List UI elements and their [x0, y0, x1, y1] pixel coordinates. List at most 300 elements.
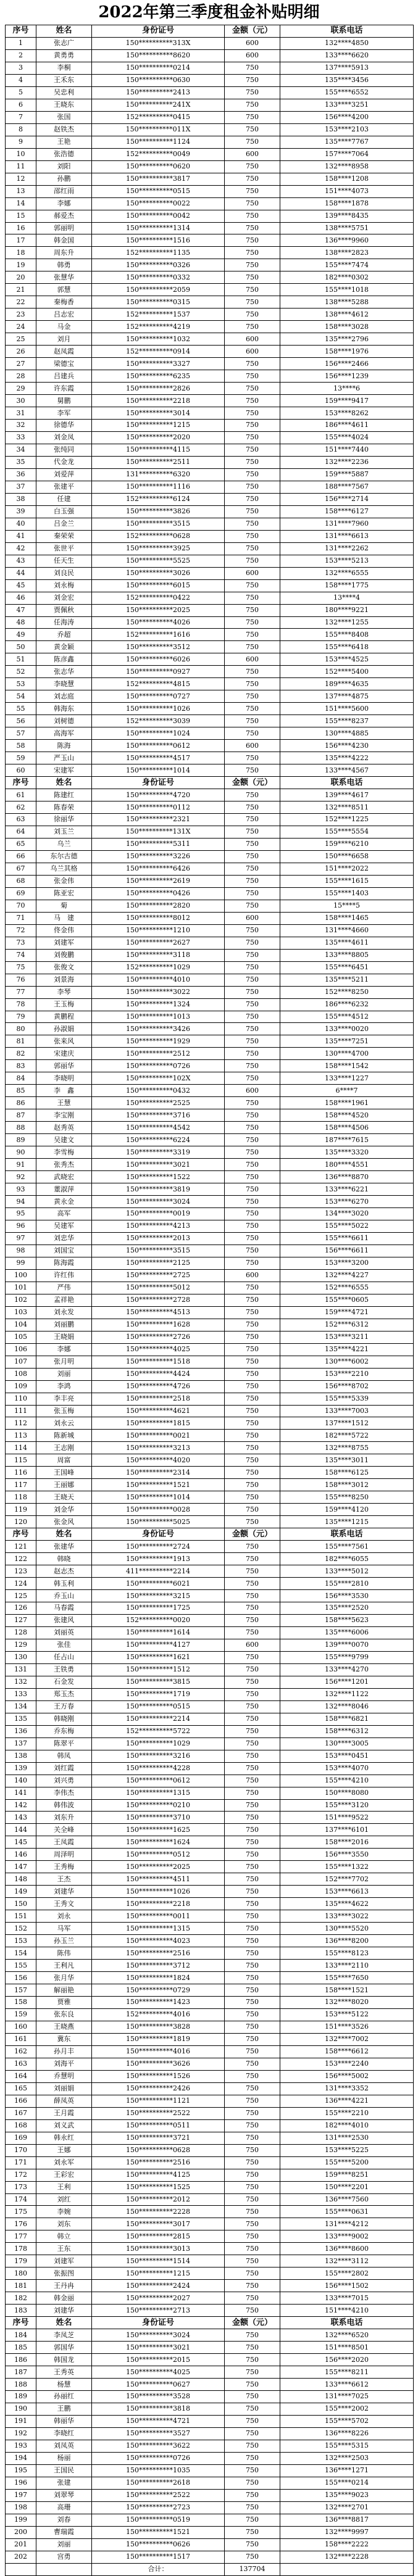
row-amount: 600 — [225, 653, 280, 666]
row-phone: 136****8817 — [280, 2514, 414, 2526]
row-name: 宋建军 — [36, 764, 92, 777]
table-row — [6, 2070, 414, 2082]
row-amount: 750 — [225, 1614, 280, 1626]
row-index: 195 — [6, 2464, 36, 2477]
row-amount: 750 — [225, 2366, 280, 2379]
row-amount: 750 — [225, 2082, 280, 2095]
row-phone: 155****6552 — [280, 86, 414, 99]
row-phone: 155****5200 — [280, 2156, 414, 2169]
table-row — [6, 690, 414, 703]
row-name: 李凤芝 — [36, 2329, 92, 2342]
row-phone: 153****3211 — [280, 1331, 414, 1343]
row-amount: 750 — [225, 444, 280, 456]
row-amount: 750 — [225, 974, 280, 986]
row-phone: 152****8250 — [280, 986, 414, 998]
row-name: 刘丽英 — [36, 1626, 92, 1639]
row-id-number: 150**********2025 — [92, 604, 225, 616]
row-phone: 132****1255 — [280, 616, 414, 629]
row-phone: 132****4850 — [280, 37, 414, 49]
table-row — [6, 1590, 414, 1602]
row-index: 69 — [6, 887, 36, 900]
row-amount: 750 — [225, 481, 280, 493]
row-amount: 750 — [225, 937, 280, 949]
row-name: 韩晓 — [36, 1553, 92, 1565]
row-phone: 151****3526 — [280, 2021, 414, 2033]
row-phone: 136****1271 — [280, 2464, 414, 2477]
row-amount: 750 — [225, 505, 280, 518]
row-amount: 750 — [225, 358, 280, 370]
row-amount: 750 — [225, 924, 280, 937]
row-index: 19 — [6, 259, 36, 271]
row-index: 174 — [6, 2193, 36, 2206]
row-amount: 750 — [225, 1454, 280, 1467]
table-row — [6, 1565, 414, 1578]
row-id-number: 150**********1512 — [92, 1663, 225, 1676]
row-amount: 750 — [225, 1824, 280, 1836]
row-phone: 135****4622 — [280, 1898, 414, 1910]
table-row — [6, 1343, 414, 1356]
table-row — [6, 801, 414, 814]
row-amount: 750 — [225, 86, 280, 99]
row-id-number: 150**********1628 — [92, 1319, 225, 1331]
row-amount: 750 — [225, 2526, 280, 2538]
row-index: 36 — [6, 468, 36, 481]
row-phone: 132****8958 — [280, 160, 414, 173]
row-phone: 157****7064 — [280, 148, 414, 160]
row-index: 46 — [6, 592, 36, 604]
row-amount: 750 — [225, 1430, 280, 1442]
row-id-number: 150**********2020 — [92, 431, 225, 444]
row-id-number: 150**********0332 — [92, 271, 225, 284]
row-name: 刘永梅 — [36, 579, 92, 592]
row-name: 韩伟波 — [36, 1799, 92, 1812]
row-index: 9 — [6, 136, 36, 148]
row-amount: 750 — [225, 493, 280, 505]
table-header-row-repeat — [6, 777, 414, 789]
table-row — [6, 2230, 414, 2243]
row-amount: 750 — [225, 900, 280, 912]
row-index: 106 — [6, 1343, 36, 1356]
row-name: 李婉 — [36, 2206, 92, 2218]
row-name: 李娜 — [36, 197, 92, 210]
row-id-number: 150**********131X — [92, 826, 225, 838]
row-index: 171 — [6, 2156, 36, 2169]
row-amount: 750 — [225, 2477, 280, 2489]
row-name: 张俊文 — [36, 961, 92, 974]
row-index: 94 — [6, 1196, 36, 1208]
row-index: 178 — [6, 2243, 36, 2255]
row-id-number: 150**********0512 — [92, 1849, 225, 1861]
row-id-number: 150**********1525 — [92, 2181, 225, 2193]
row-amount: 750 — [225, 2132, 280, 2144]
row-name: 严玉山 — [36, 752, 92, 764]
row-id-number: 150**********2820 — [92, 900, 225, 912]
row-name: 韩金国 — [36, 234, 92, 247]
header-cell: 金额（元） — [225, 1528, 280, 1541]
table-row — [6, 1923, 414, 1935]
row-name: 杨丽 — [36, 2452, 92, 2464]
row-name: 梁德宝 — [36, 358, 92, 370]
row-amount: 750 — [225, 1196, 280, 1208]
row-id-number: 150**********3213 — [92, 1442, 225, 1454]
row-index: 185 — [6, 2342, 36, 2354]
footer-empty — [6, 2563, 36, 2575]
row-phone: 180****4551 — [280, 1159, 414, 1171]
row-phone: 135****2520 — [280, 1602, 414, 1615]
row-index: 197 — [6, 2489, 36, 2501]
table-row — [6, 2255, 414, 2267]
row-id-number: 150**********1024 — [92, 727, 225, 740]
total-value: 137704 — [225, 2563, 280, 2575]
row-index: 3 — [6, 62, 36, 74]
row-id-number: 150**********3216 — [92, 1750, 225, 1762]
row-id-number: 150**********2713 — [92, 2305, 225, 2317]
row-name: 李晓红 — [36, 2427, 92, 2440]
row-phone: 155****6451 — [280, 961, 414, 974]
table-row — [6, 1836, 414, 1849]
row-phone: 132****8020 — [280, 1997, 414, 2009]
table-row — [6, 2206, 414, 2218]
row-id-number: 150**********0628 — [92, 2144, 225, 2156]
row-id-number: 150**********0042 — [92, 210, 225, 222]
row-amount: 750 — [225, 1713, 280, 1725]
table-row — [6, 703, 414, 715]
row-amount: 750 — [225, 2305, 280, 2317]
row-amount: 750 — [225, 74, 280, 86]
row-phone: 153****2210 — [280, 1368, 414, 1380]
table-row — [6, 370, 414, 383]
table-row — [6, 284, 414, 296]
row-phone: 156****3550 — [280, 1849, 414, 1861]
row-index: 176 — [6, 2218, 36, 2230]
table-row — [6, 838, 414, 850]
row-phone: 155****5554 — [280, 826, 414, 838]
row-name: 王禾东 — [36, 74, 92, 86]
row-id-number: 150**********1013 — [92, 1011, 225, 1023]
row-id-number: 150**********2511 — [92, 456, 225, 468]
row-index: 122 — [6, 1553, 36, 1565]
row-id-number: 150**********2512 — [92, 1048, 225, 1060]
row-id-number: 150**********3118 — [92, 949, 225, 961]
row-index: 93 — [6, 1183, 36, 1196]
row-index: 39 — [6, 505, 36, 518]
row-index: 175 — [6, 2206, 36, 2218]
row-phone: 155****5315 — [280, 2440, 414, 2452]
table-row — [6, 592, 414, 604]
table-row — [6, 1282, 414, 1294]
row-id-number: 150**********1719 — [92, 1688, 225, 1700]
row-index: 44 — [6, 567, 36, 579]
row-id-number: 150**********1521 — [92, 1479, 225, 1491]
header-cell: 姓名 — [36, 2317, 92, 2329]
row-phone: 135****4221 — [280, 1343, 414, 1356]
row-index: 115 — [6, 1454, 36, 1467]
row-name: 王晓燕 — [36, 2021, 92, 2033]
row-name: 舅鹏 — [36, 395, 92, 407]
row-amount: 750 — [225, 173, 280, 185]
row-index: 130 — [6, 1651, 36, 1663]
row-phone: 136****4221 — [280, 2095, 414, 2107]
row-id-number: 150**********4721 — [92, 2415, 225, 2427]
row-phone: 132****6520 — [280, 2329, 414, 2342]
row-id-number: 150**********3021 — [92, 1159, 225, 1171]
row-index: 170 — [6, 2144, 36, 2156]
footer-empty — [280, 2563, 414, 2575]
row-id-number: 150**********2522 — [92, 2489, 225, 2501]
row-index: 24 — [6, 321, 36, 333]
row-phone: 136****7560 — [280, 2193, 414, 2206]
table-row — [6, 2033, 414, 2045]
row-id-number: 152**********0628 — [92, 530, 225, 542]
row-id-number: 150**********1517 — [92, 2551, 225, 2563]
row-id-number: 152**********1135 — [92, 247, 225, 259]
table-row — [6, 383, 414, 395]
row-id-number: 150**********8620 — [92, 49, 225, 62]
row-phone: 158****1465 — [280, 912, 414, 924]
table-row — [6, 1294, 414, 1306]
row-name: 张纯同 — [36, 444, 92, 456]
row-index: 12 — [6, 173, 36, 185]
row-phone: 153****4525 — [280, 653, 414, 666]
row-phone: 130****3005 — [280, 1737, 414, 1750]
row-name: 任天生 — [36, 555, 92, 567]
row-name: 吕建兵 — [36, 370, 92, 383]
row-phone: 155****8237 — [280, 715, 414, 727]
table-row — [6, 1085, 414, 1097]
row-name: 张月明 — [36, 1356, 92, 1368]
row-phone: 156****4200 — [280, 111, 414, 123]
row-id-number: 150**********2826 — [92, 383, 225, 395]
row-index: 159 — [6, 2008, 36, 2021]
row-phone: 152****6312 — [280, 1319, 414, 1331]
row-phone: 132****1122 — [280, 1688, 414, 1700]
row-id-number: 150**********2314 — [92, 1467, 225, 1479]
row-phone: 155****2002 — [280, 2403, 414, 2415]
row-index: 156 — [6, 1972, 36, 1984]
table-row — [6, 949, 414, 961]
table-row — [6, 875, 414, 887]
row-index: 2 — [6, 49, 36, 62]
table-row — [6, 1306, 414, 1319]
row-name: 刘红 — [36, 2193, 92, 2206]
header-index: 序号 — [6, 25, 36, 38]
row-index: 90 — [6, 1146, 36, 1159]
row-id-number: 150**********0011 — [92, 1910, 225, 1923]
page-title: 2022年第三季度租金补贴明细 — [98, 3, 320, 22]
row-index: 151 — [6, 1910, 36, 1923]
row-index: 95 — [6, 1208, 36, 1220]
row-phone: 13****6 — [280, 383, 414, 395]
row-phone: 155****0631 — [280, 2206, 414, 2218]
row-amount: 750 — [225, 1442, 280, 1454]
row-name: 刘金凤 — [36, 431, 92, 444]
row-index: 14 — [6, 197, 36, 210]
row-name: 韩晓刚 — [36, 1713, 92, 1725]
row-phone: 138****2823 — [280, 247, 414, 259]
row-name: 刘月 — [36, 333, 92, 346]
row-id-number: 150**********0028 — [92, 1504, 225, 1516]
row-id-number: 150**********2027 — [92, 2292, 225, 2305]
table-row — [6, 1368, 414, 1380]
row-index: 105 — [6, 1331, 36, 1343]
row-phone: 136****8870 — [280, 1171, 414, 1183]
table-row — [6, 62, 414, 74]
row-amount: 750 — [225, 1972, 280, 1984]
row-name: 王东 — [36, 2243, 92, 2255]
row-index: 16 — [6, 222, 36, 234]
row-phone: 156****4230 — [280, 740, 414, 752]
row-name: 刘金宏 — [36, 592, 92, 604]
row-id-number: 150**********4016 — [92, 2045, 225, 2058]
row-amount: 750 — [225, 1935, 280, 1947]
row-phone: 153****2240 — [280, 2058, 414, 2070]
row-name: 刘永云 — [36, 1417, 92, 1430]
table-row — [6, 2058, 414, 2070]
row-index: 11 — [6, 160, 36, 173]
table-row — [6, 2119, 414, 2132]
row-amount: 750 — [225, 2021, 280, 2033]
row-index: 25 — [6, 333, 36, 346]
row-index: 45 — [6, 579, 36, 592]
row-id-number: 150**********313X — [92, 37, 225, 49]
row-id-number: 150**********1116 — [92, 481, 225, 493]
row-index: 193 — [6, 2440, 36, 2452]
row-phone: 135****7767 — [280, 136, 414, 148]
row-id-number: 150**********3716 — [92, 1109, 225, 1122]
row-id-number: 150**********2522 — [92, 2107, 225, 2119]
row-index: 20 — [6, 271, 36, 284]
row-index: 114 — [6, 1442, 36, 1454]
row-name: 孙玉兰 — [36, 1935, 92, 1947]
table-row — [6, 1208, 414, 1220]
row-amount: 750 — [225, 1787, 280, 1799]
table-row — [6, 123, 414, 136]
row-id-number: 150**********3925 — [92, 542, 225, 555]
row-name: 陈伟 — [36, 1947, 92, 1960]
table-row — [6, 1134, 414, 1146]
table-row — [6, 136, 414, 148]
table-row — [6, 1060, 414, 1072]
row-index: 79 — [6, 1011, 36, 1023]
table-row — [6, 2156, 414, 2169]
row-name: 张建华 — [36, 1541, 92, 1553]
row-name: 乔超 — [36, 629, 92, 641]
row-index: 182 — [6, 2292, 36, 2305]
row-name: 韩凤 — [36, 1750, 92, 1762]
row-index: 87 — [6, 1109, 36, 1122]
table-row — [6, 346, 414, 358]
row-name: 王鹏 — [36, 2403, 92, 2415]
row-index: 123 — [6, 1565, 36, 1578]
header-cell: 序号 — [6, 1528, 36, 1541]
row-index: 61 — [6, 789, 36, 801]
table-row — [6, 148, 414, 160]
row-amount: 750 — [225, 1380, 280, 1393]
row-amount: 750 — [225, 1873, 280, 1886]
row-name: 王晓东 — [36, 99, 92, 111]
table-row — [6, 666, 414, 678]
row-index: 124 — [6, 1578, 36, 1590]
row-phone: 155****7561 — [280, 1541, 414, 1553]
row-id-number: 150**********3515 — [92, 518, 225, 530]
row-amount: 750 — [225, 1775, 280, 1787]
header-cell: 序号 — [6, 777, 36, 789]
row-id-number: 150**********0021 — [92, 1430, 225, 1442]
table-row — [6, 924, 414, 937]
row-amount: 750 — [225, 530, 280, 542]
row-amount: 750 — [225, 752, 280, 764]
row-id-number: 150**********2815 — [92, 2230, 225, 2243]
row-id-number: 150**********3527 — [92, 2427, 225, 2440]
row-name: 张世平 — [36, 542, 92, 555]
row-name: 薛凤英 — [36, 2095, 92, 2107]
row-id-number: 150**********0326 — [92, 259, 225, 271]
table-row — [6, 1232, 414, 1245]
table-row — [6, 2193, 414, 2206]
row-amount: 750 — [225, 2342, 280, 2354]
row-name: 任建 — [36, 493, 92, 505]
row-amount: 750 — [225, 1676, 280, 1688]
row-name: 陈彦鑫 — [36, 653, 92, 666]
row-id-number: 150**********3021 — [92, 2342, 225, 2354]
row-amount: 750 — [225, 2169, 280, 2181]
row-id-number: 150**********1124 — [92, 136, 225, 148]
row-phone: 135****1215 — [280, 1516, 414, 1528]
row-amount: 750 — [225, 789, 280, 801]
table-row — [6, 727, 414, 740]
row-phone: 158****1521 — [280, 1984, 414, 1997]
row-phone: 156****2020 — [280, 2354, 414, 2366]
row-name: 王丹冉 — [36, 2280, 92, 2292]
row-id-number: 150**********1624 — [92, 1836, 225, 1849]
row-amount: 750 — [225, 2489, 280, 2501]
table-row — [6, 49, 414, 62]
row-amount: 750 — [225, 838, 280, 850]
row-phone: 133****3251 — [280, 99, 414, 111]
row-index: 35 — [6, 456, 36, 468]
header-cell: 联系电话 — [280, 777, 414, 789]
row-phone: 133****6221 — [280, 1183, 414, 1196]
row-id-number: 150**********1314 — [92, 222, 225, 234]
row-id-number: 411**********2214 — [92, 1565, 225, 1578]
row-id-number: 150**********2013 — [92, 1232, 225, 1245]
row-index: 128 — [6, 1626, 36, 1639]
row-index: 59 — [6, 752, 36, 764]
row-name: 李晓慧 — [36, 678, 92, 690]
row-name: 韩金丽 — [36, 2292, 92, 2305]
row-index: 127 — [6, 1614, 36, 1626]
table-row — [6, 764, 414, 777]
row-index: 177 — [6, 2230, 36, 2243]
row-index: 30 — [6, 395, 36, 407]
row-index: 107 — [6, 1356, 36, 1368]
row-name: 刘建军 — [36, 2255, 92, 2267]
row-id-number: 150**********0612 — [92, 1775, 225, 1787]
row-id-number: 152**********0914 — [92, 346, 225, 358]
row-name: 张振图 — [36, 2267, 92, 2280]
row-amount: 750 — [225, 1750, 280, 1762]
row-index: 23 — [6, 309, 36, 321]
row-amount: 750 — [225, 210, 280, 222]
row-phone: 158****1775 — [280, 579, 414, 592]
row-name: 李雪梅 — [36, 1146, 92, 1159]
row-index: 158 — [6, 1997, 36, 2009]
row-id-number: 150**********6235 — [92, 370, 225, 383]
row-id-number: 150**********4511 — [92, 1873, 225, 1886]
row-name: 黄金颖 — [36, 641, 92, 653]
row-amount: 600 — [225, 346, 280, 358]
row-amount: 750 — [225, 234, 280, 247]
